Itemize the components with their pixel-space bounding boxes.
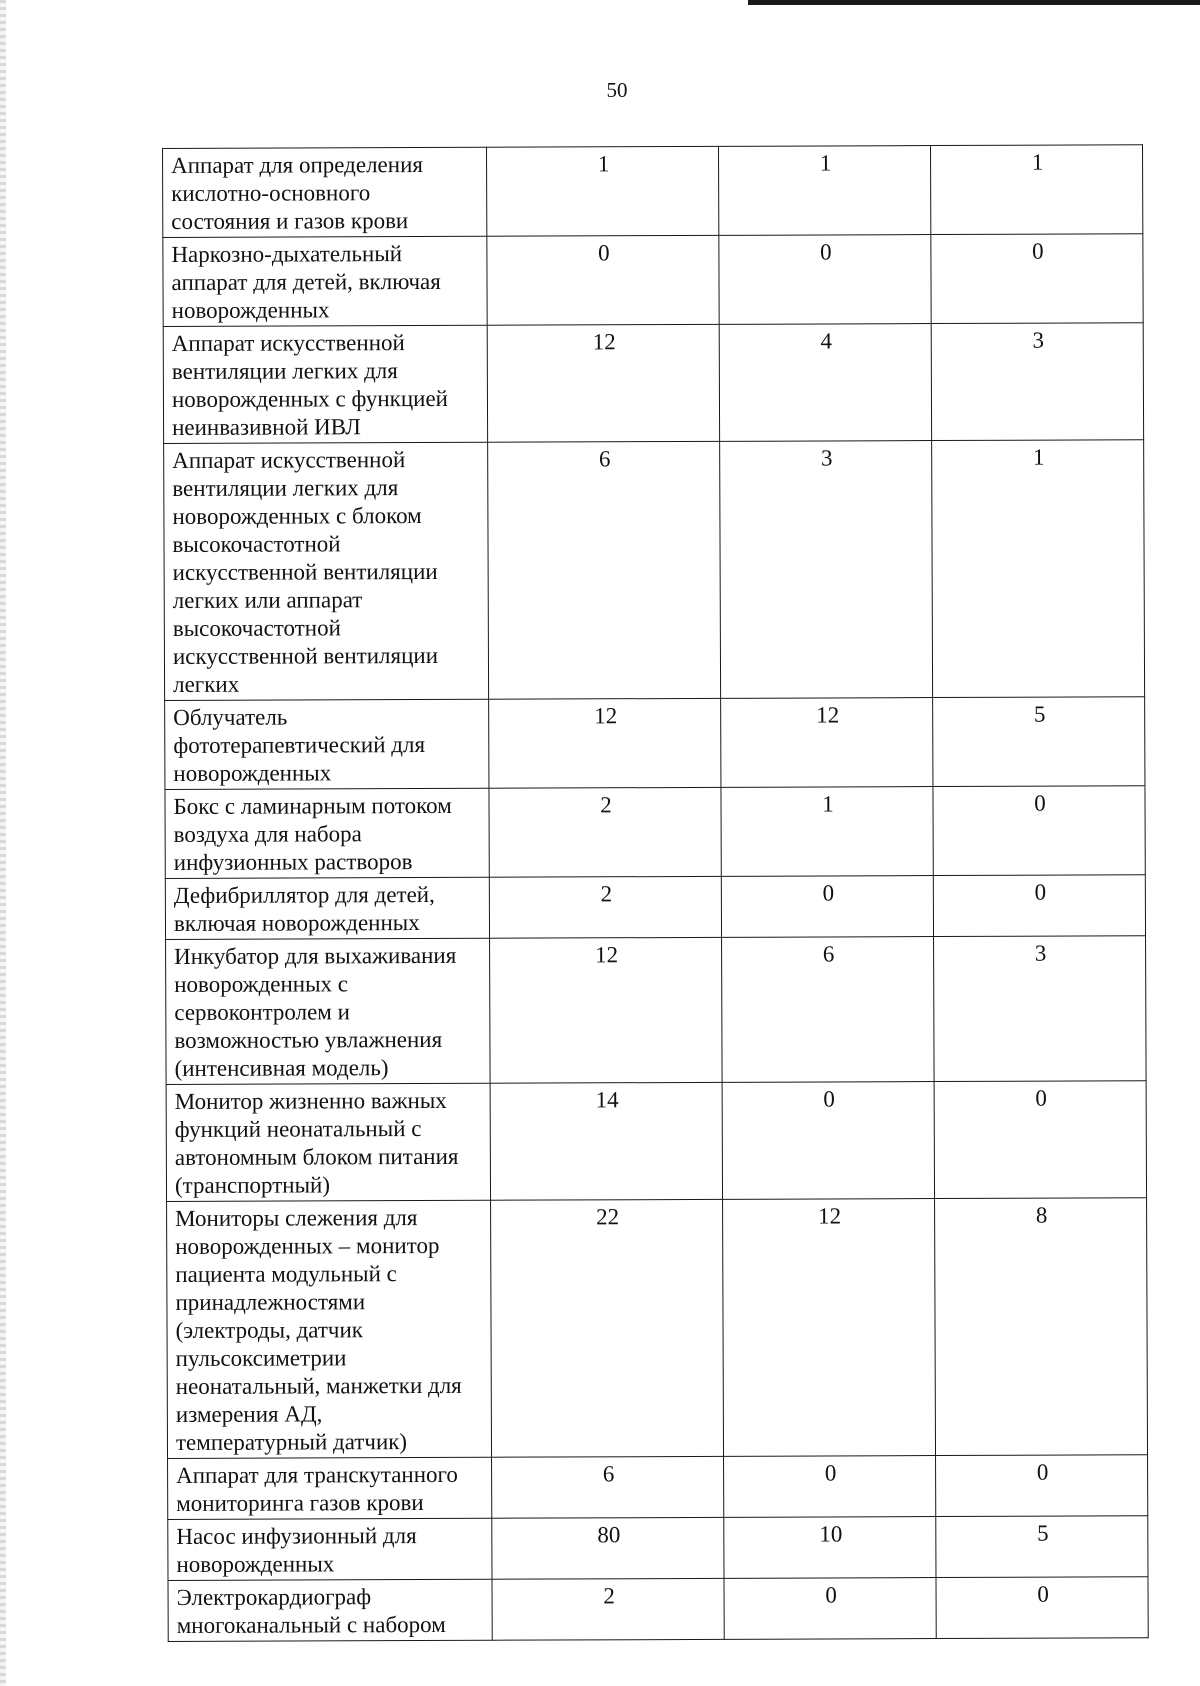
quantity-col-3: 1: [932, 440, 1145, 698]
equipment-name: Инкубатор для выхаживания новорожденных с сервоконтролем и возможностью увлажнения (интенсивная модель): [166, 938, 491, 1084]
quantity-col-3: 8: [935, 1198, 1148, 1456]
quantity-col-1: 2: [492, 1578, 724, 1640]
equipment-name: Насос инфузионный для новорожденных: [168, 1518, 492, 1580]
table-row: [163, 234, 1143, 327]
quantity-col-1: 14: [490, 1082, 722, 1200]
top-edge-rule: [748, 0, 1200, 5]
quantity-col-3: 0: [933, 875, 1145, 937]
table-row: [165, 786, 1145, 879]
quantity-col-3: 5: [936, 1516, 1148, 1578]
table-row: [163, 145, 1143, 238]
quantity-col-3: 3: [931, 323, 1143, 441]
table-row: [166, 936, 1147, 1085]
quantity-col-1: 80: [492, 1517, 724, 1579]
quantity-col-2: 0: [724, 1578, 936, 1640]
table-row: [167, 1198, 1148, 1459]
quantity-col-1: 6: [492, 1456, 724, 1518]
quantity-col-2: 4: [719, 324, 931, 442]
quantity-col-2: 6: [722, 937, 935, 1083]
quantity-col-2: 3: [720, 441, 933, 699]
quantity-col-2: 0: [722, 1082, 934, 1200]
quantity-col-3: 0: [933, 786, 1145, 876]
quantity-col-2: 1: [718, 146, 930, 236]
quantity-col-1: 12: [489, 698, 721, 788]
quantity-col-3: 5: [933, 697, 1145, 787]
equipment-name: Аппарат для определения кислотно-основного состояния и газов крови: [163, 147, 487, 237]
quantity-col-1: 6: [488, 441, 721, 699]
quantity-col-1: 2: [489, 787, 721, 877]
quantity-col-3: 0: [936, 1577, 1148, 1639]
quantity-col-1: 0: [487, 235, 719, 325]
table-row: [164, 440, 1145, 701]
quantity-col-1: 12: [490, 937, 723, 1083]
table-row: [168, 1516, 1148, 1581]
quantity-col-2: 0: [721, 876, 933, 938]
quantity-col-2: 12: [721, 698, 933, 788]
quantity-col-1: 1: [486, 146, 718, 236]
quantity-col-3: 0: [934, 1081, 1146, 1199]
quantity-col-2: 10: [724, 1517, 936, 1579]
quantity-col-3: 0: [931, 234, 1143, 324]
quantity-col-2: 12: [723, 1199, 936, 1457]
equipment-name: Аппарат искусственной вентиляции легких для новорожденных с блоком высокочастотной искусственной вентиляции легких или аппарат высокочастотной искусственной вентиляции легких: [164, 442, 489, 700]
quantity-col-2: 0: [724, 1456, 936, 1518]
quantity-col-2: 0: [719, 235, 931, 325]
quantity-col-1: 2: [489, 876, 721, 938]
table-row: [165, 697, 1145, 790]
equipment-name: Наркозно-дыхательный аппарат для детей, включая новорожденных: [163, 236, 487, 326]
equipment-name: Аппарат для транскутанного мониторинга газов крови: [168, 1457, 492, 1519]
equipment-name: Электрокардиограф многоканальный с набором: [168, 1579, 492, 1641]
equipment-name: Бокс с ламинарным потоком воздуха для набора инфузионных растворов: [165, 788, 489, 878]
table-row: [168, 1455, 1148, 1520]
equipment-name: Аппарат искусственной вентиляции легких для новорожденных с функцией неинвазивной ИВЛ: [163, 325, 487, 443]
table-row: [163, 323, 1143, 444]
equipment-name: Монитор жизненно важных функций неонатальный с автономным блоком питания (транспортный): [166, 1083, 490, 1201]
scan-left-edge: [0, 0, 6, 1686]
quantity-col-3: 0: [936, 1455, 1148, 1517]
equipment-table: [162, 144, 1149, 1642]
quantity-col-3: 3: [934, 936, 1147, 1082]
table-row: [166, 1081, 1146, 1202]
quantity-col-3: 1: [930, 145, 1142, 235]
quantity-col-1: 12: [487, 324, 719, 442]
quantity-col-1: 22: [491, 1199, 724, 1457]
table-row: [168, 1577, 1148, 1642]
table-row: [165, 875, 1145, 940]
equipment-name: Облучатель фототерапевтический для новорожденных: [165, 699, 489, 789]
equipment-name: Мониторы слежения для новорожденных – монитор пациента модульный с принадлежностями (электроды, датчик пульсоксиметрии неонатальный, манжетки для измерения АД, температурный датчик): [167, 1200, 492, 1458]
quantity-col-2: 1: [721, 787, 933, 877]
page-number: 50: [606, 78, 628, 102]
equipment-name: Дефибриллятор для детей, включая новорожденных: [165, 877, 489, 939]
